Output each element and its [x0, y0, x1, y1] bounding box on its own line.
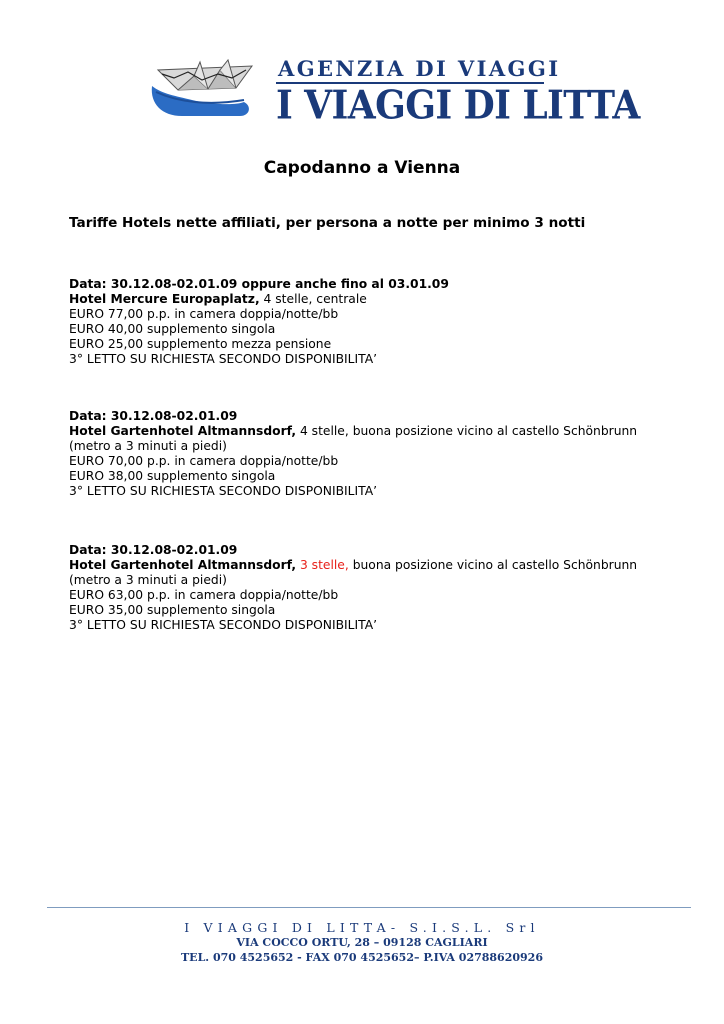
offer-hotel-line: [69, 292, 669, 307]
offer-date: Data: 30.12.08-02.01.09: [69, 543, 238, 557]
ship-on-water-icon: [148, 56, 268, 120]
footer-address: VIA COCCO ORTU, 28 – 09128 CAGLIARI: [236, 936, 488, 949]
offer-block-3: [69, 543, 669, 633]
offer-line: EURO 63,00 p.p. in camera doppia/notte/bb: [69, 588, 339, 602]
hotel-name: Hotel Gartenhotel Altmannsdorf,: [69, 558, 297, 572]
hotel-description: , centrale: [308, 292, 367, 306]
offer-block-2: [69, 409, 669, 499]
offer-line: (metro a 3 minuti a piedi): [69, 439, 227, 453]
agency-logo: [148, 50, 640, 129]
offer-line: EURO 38,00 supplemento singola: [69, 469, 276, 483]
offer-line: EURO 40,00 supplemento singola: [69, 322, 276, 336]
offer-line: 3° LETTO SU RICHIESTA SECONDO DISPONIBILITA’: [69, 484, 378, 498]
offer-block-1: [69, 277, 669, 367]
page-subtitle: Tariffe Hotels nette affiliati, per persona a notte per minimo 3 notti: [69, 215, 586, 231]
offer-line: EURO 35,00 supplemento singola: [69, 603, 276, 617]
offer-line: EURO 77,00 p.p. in camera doppia/notte/bb: [69, 307, 339, 321]
offer-line: EURO 25,00 supplemento mezza pensione: [69, 337, 332, 351]
offer-line: 3° LETTO SU RICHIESTA SECONDO DISPONIBILITA’: [69, 352, 378, 366]
footer-divider: [47, 907, 691, 908]
hotel-stars: 3 stelle,: [299, 558, 349, 572]
page-title: Capodanno a Vienna: [263, 158, 461, 178]
hotel-name: Hotel Mercure Europaplatz,: [69, 292, 260, 306]
offer-hotel-line: [69, 558, 669, 573]
offer-date: Data: 30.12.08-02.01.09: [69, 409, 238, 423]
offer-line: 3° LETTO SU RICHIESTA SECONDO DISPONIBILITA’: [69, 618, 378, 632]
offer-line: (metro a 3 minuti a piedi): [69, 573, 227, 587]
logo-agency-text: AGENZIA DI VIAGGI: [278, 56, 561, 81]
logo-brand-text: I VIAGGI DI LITTA: [276, 82, 640, 129]
footer-company-name: I VIAGGI DI LITTA- S.I.S.L. Srl: [184, 920, 540, 935]
hotel-name: Hotel Gartenhotel Altmannsdorf,: [69, 424, 297, 438]
offer-hotel-line: [69, 424, 669, 439]
hotel-description: buona posizione vicino al castello Schönbrunn: [348, 424, 638, 438]
hotel-stars: 4 stelle,: [299, 424, 349, 438]
hotel-stars: 4 stelle: [263, 292, 309, 306]
offer-date: Data: 30.12.08-02.01.09 oppure anche fino al 03.01.09: [69, 277, 449, 291]
footer-contacts: TEL. 070 4525652 - FAX 070 4525652– P.IVA 02788620926: [181, 951, 543, 964]
hotel-description: buona posizione vicino al castello Schönbrunn: [348, 558, 638, 572]
offer-line: EURO 70,00 p.p. in camera doppia/notte/bb: [69, 454, 339, 468]
